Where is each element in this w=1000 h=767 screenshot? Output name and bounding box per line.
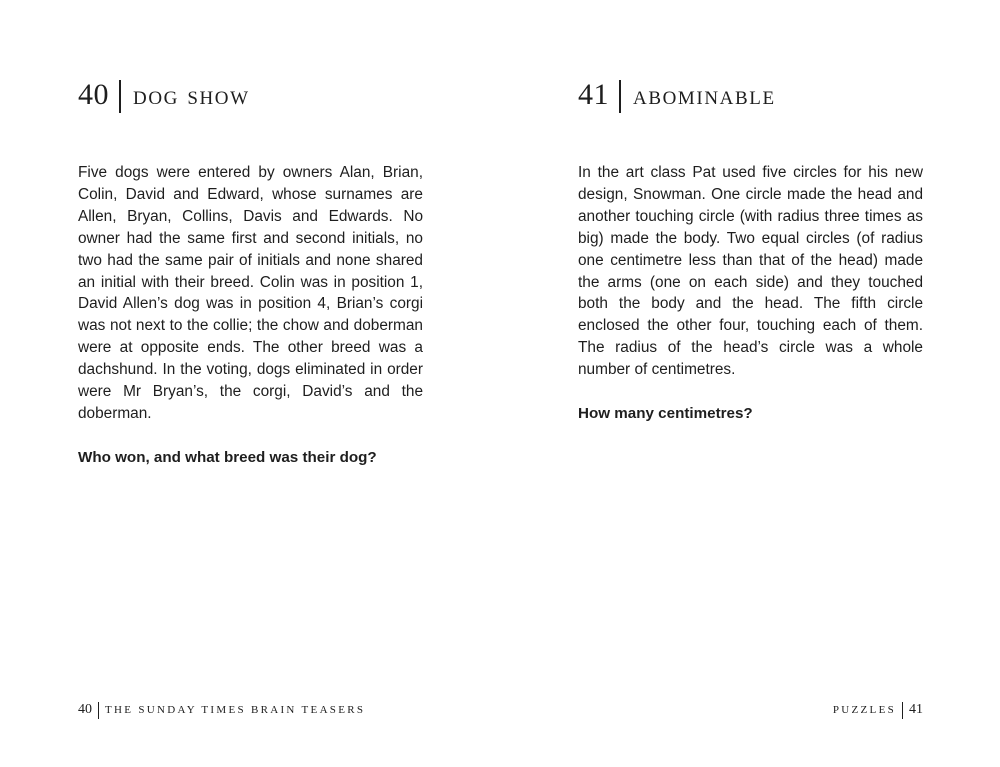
puzzle-title: abominable xyxy=(633,80,776,110)
puzzle-question: How many centimetres? xyxy=(578,405,753,422)
puzzle-title: dog show xyxy=(133,80,250,110)
footer-page-number: 41 xyxy=(909,702,923,717)
footer-section-title: PUZZLES xyxy=(832,704,896,716)
footer-book-title: THE SUNDAY TIMES BRAIN TEASERS xyxy=(105,704,366,716)
footer-divider xyxy=(98,702,99,719)
puzzle-number: 41 xyxy=(578,78,609,111)
footer-page-number: 40 xyxy=(78,702,92,717)
page-footer xyxy=(833,701,923,719)
heading-divider xyxy=(119,80,121,113)
footer-divider xyxy=(902,702,903,719)
right-page xyxy=(500,0,1000,767)
puzzle-number: 40 xyxy=(78,78,109,111)
puzzle-question: Who won, and what breed was their dog? xyxy=(78,449,377,466)
puzzle-heading xyxy=(78,78,250,112)
page-footer xyxy=(78,701,365,719)
puzzle-body: In the art class Pat used five circles for his new design, Snowman. One circle made the head and another touching circle (with radius three times as big) made the body. Two equal circles (of radius one centimetre less than that of the head) made the arms (one on each side) and they touched both the body and the head. The fifth circle enclosed the other four, touching each of them. The radius of the head’s circle was a whole number of centimetres. xyxy=(578,164,923,379)
puzzle-heading xyxy=(578,78,776,112)
heading-divider xyxy=(619,80,621,113)
puzzle-body: Five dogs were entered by owners Alan, Brian, Colin, David and Edward, whose surnames are Allen, Bryan, Collins, Davis and Edwards. No owner had the same first and second initials, no two had the same pair of initials and none shared an initial with their breed. Colin was in position 1, David Allen’s dog was in position 4, Brian’s corgi was not next to the collie; the chow and doberman were at opposite ends. The other breed was a dachshund. In the voting, dogs eliminated in order were Mr Bryan’s, the corgi, David’s and the doberman. xyxy=(78,164,423,422)
